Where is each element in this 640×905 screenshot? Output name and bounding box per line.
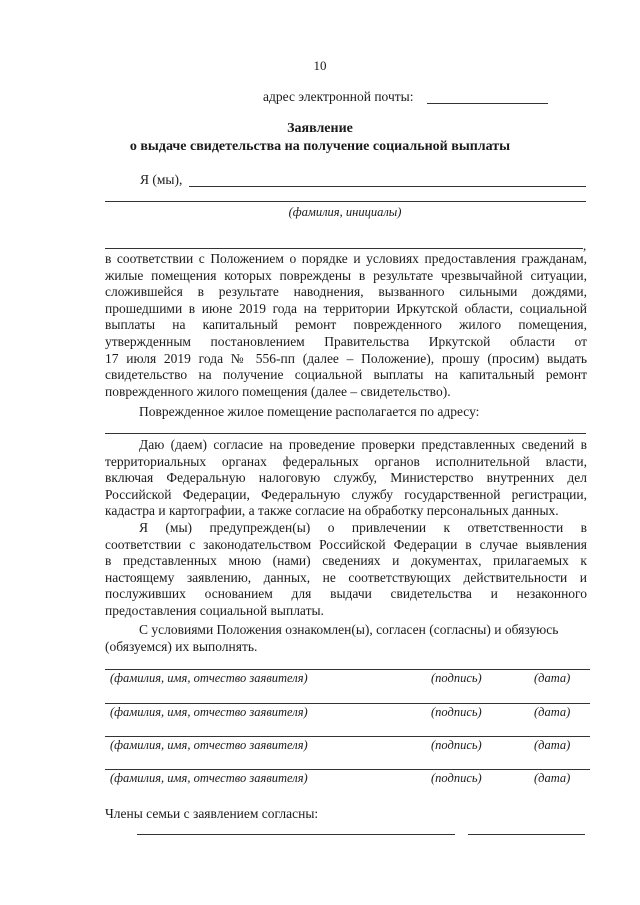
text-line: прошедшими в июне 2019 года на территории Иркутской области, социальной — [105, 300, 587, 316]
signature-caption: (подпись) — [431, 771, 482, 785]
signature-line — [105, 769, 590, 770]
signature-row — [105, 736, 590, 756]
text-line: 17 июля 2019 года № 556-пп (далее – Положение), прошу (просим) выдать — [105, 350, 587, 366]
text-line: в представленных мною (нами) сведениях и документах, прилагаемых к — [105, 553, 587, 569]
address-line — [105, 433, 586, 434]
email-field-line — [427, 103, 548, 104]
fio-applicant-caption: (фамилия, имя, отчество заявителя) — [110, 671, 308, 685]
text-line: соответствии с законодательством Российской Федерации в случае выявления — [105, 536, 587, 552]
paragraph-liability — [105, 520, 587, 620]
applicant-line-3 — [105, 248, 583, 249]
fio-caption: (фамилия, инициалы) — [288, 205, 402, 219]
text-line: настоящему заявлению, данных, не соответствующих действительности и — [105, 569, 587, 585]
date-caption: (дата) — [534, 771, 571, 785]
text-line: включая Федеральную налоговую службу, Министерство внутренних дел — [105, 470, 587, 486]
text-line: предоставления социальной выплаты. — [105, 602, 324, 618]
signature-row — [105, 769, 590, 789]
signature-caption: (подпись) — [431, 738, 482, 752]
family-label: Члены семьи с заявлением согласны: — [105, 806, 319, 821]
signature-caption: (подпись) — [431, 671, 482, 685]
line-comma: , — [583, 238, 587, 253]
text-line: поврежденного жилого помещения (далее – свидетельство). — [105, 383, 451, 399]
text-line: кадастра и картографии, а также согласие на обработку персональных данных. — [105, 503, 559, 519]
text-line: Я (мы) предупрежден(ы) о привлечении к ответственности в — [139, 520, 587, 535]
signature-caption: (подпись) — [431, 705, 482, 719]
page-number: 10 — [313, 58, 327, 73]
text-line: послуживших основанием для выдачи свидетельства и незаконного — [105, 586, 587, 602]
text-line: жилые помещения которых повреждены в результате чрезвычайной ситуации, — [105, 267, 587, 283]
text-line: С условиями Положения ознакомлен(ы), согласен (согласны) и обязуюсь — [139, 622, 559, 637]
applicant-line-1 — [189, 186, 586, 187]
document-title: Заявление — [287, 121, 353, 136]
address-label: Поврежденное жилое помещение располагается по адресу: — [139, 404, 480, 419]
text-line: в соответствии с Положением о порядке и условиях предоставления гражданам, — [105, 251, 587, 266]
signature-row — [105, 703, 590, 723]
text-line: утвержденным постановлением Правительства Иркутской области от — [105, 333, 587, 349]
fio-applicant-caption: (фамилия, имя, отчество заявителя) — [110, 771, 308, 785]
family-name-line — [137, 834, 455, 835]
text-line: сложившейся в результате наводнения, вызванного сильными дождями, — [105, 284, 587, 300]
applicant-label: Я (мы), — [140, 172, 183, 187]
fio-applicant-caption: (фамилия, имя, отчество заявителя) — [110, 738, 308, 752]
paragraph-consent — [105, 437, 587, 520]
text-line: свидетельство на получение социальной выплаты на капитальный ремонт — [105, 367, 587, 383]
fio-applicant-caption: (фамилия, имя, отчество заявителя) — [110, 705, 308, 719]
paragraph-conditions — [105, 622, 587, 655]
email-label: адрес электронной почты: — [263, 89, 414, 104]
paragraph-regulation — [105, 251, 587, 400]
signature-line — [105, 736, 590, 737]
text-line: Даю (даем) согласие на проведение проверки представленных сведений в — [139, 437, 587, 452]
signature-line — [105, 669, 590, 670]
signature-line — [105, 703, 590, 704]
text-line: территориальных органах федеральных органов исполнительной власти, — [105, 453, 587, 469]
date-caption: (дата) — [534, 671, 571, 685]
text-line: выплаты на капитальный ремонт поврежденного жилого помещения, — [105, 317, 587, 333]
document-subtitle: о выдаче свидетельства на получение социальной выплаты — [129, 139, 511, 154]
signature-row — [105, 669, 590, 689]
family-signature-line — [468, 834, 585, 835]
date-caption: (дата) — [534, 738, 571, 752]
applicant-line-2 — [105, 201, 586, 202]
text-line: Российской Федерации, Федеральную службу государственной регистрации, — [105, 486, 587, 502]
text-line: (обязуемся) их выполнять. — [105, 638, 258, 654]
date-caption: (дата) — [534, 705, 571, 719]
